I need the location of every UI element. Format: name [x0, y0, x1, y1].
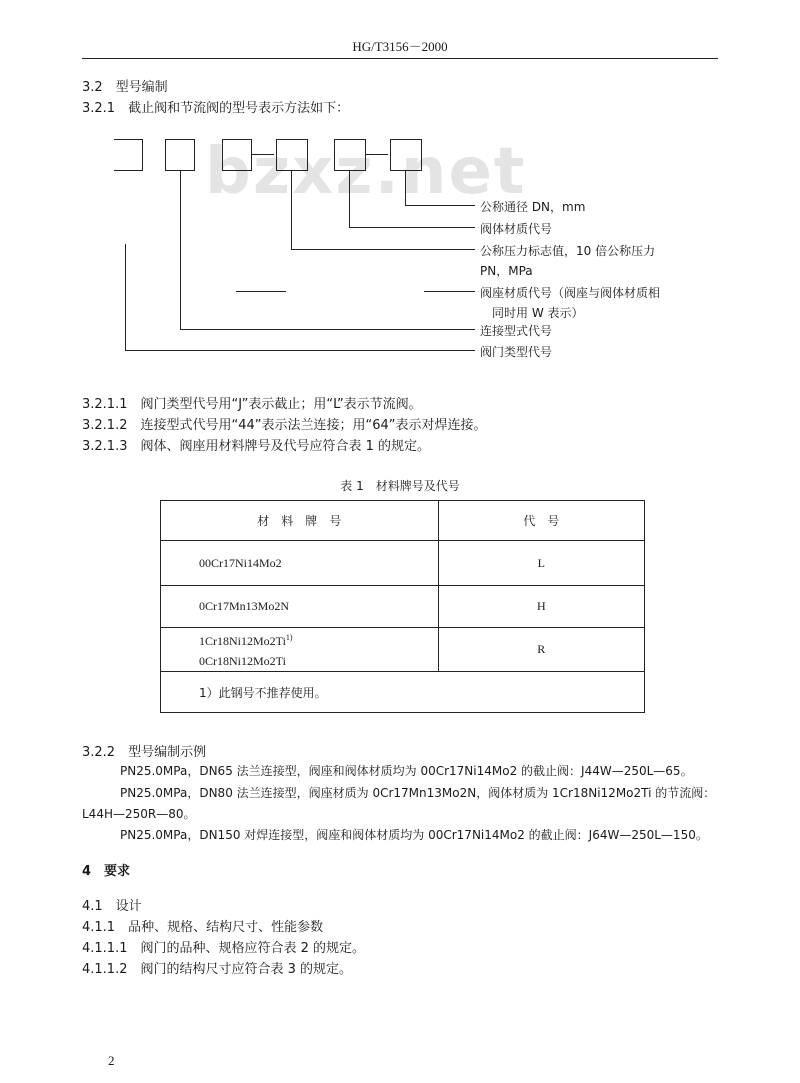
section-3-2-1-3-text: 3.2.1.3 阀体、阀座用材料牌号及代号应符合表 1 的规定。	[82, 439, 431, 454]
section-4-1-1-2-text: 4.1.1.2 阀门的结构尺寸应符合表 3 的规定。	[82, 962, 353, 977]
page-number: 2	[108, 1053, 115, 1068]
example-1: PN25.0MPa，DN65 法兰连接型，阀座和阀体材质均为 00Cr17Ni14Mo2 的截止阀：J44W—250L—65。	[120, 764, 693, 778]
code-cell: H	[438, 586, 644, 628]
section-4-1-1-text: 4.1.1 品种、规格、结构尺寸、性能参数	[82, 920, 324, 935]
example-3: PN25.0MPa，DN150 对焊连接型，阀座和阀体材质均为 00Cr17Ni14Mo2 的截止阀：J64W—250L—150。	[120, 828, 708, 842]
diagram-box-2	[165, 139, 195, 171]
label-seat-material-line1: 阀座材质代号（阀座与阀体材质相	[480, 286, 661, 300]
table-row	[161, 541, 645, 586]
table-row	[161, 628, 645, 672]
example-2-line2: L44H—250R—80。	[82, 807, 196, 821]
standard-code-header: HG/T3156－2000	[352, 39, 448, 54]
label-body-material: 阀体材质代号	[480, 222, 553, 236]
leader-body-material-h	[349, 227, 475, 228]
footnote-mark: 1)	[285, 633, 293, 642]
label-nominal-diameter: 公称通径 DN，mm	[480, 200, 586, 214]
leader-connection-h	[180, 329, 475, 330]
materials-table	[160, 500, 645, 713]
code-cell: R	[438, 628, 644, 672]
section-3-2-2-heading: 3.2.2 型号编制示例	[82, 745, 207, 760]
leader-valve-type-v	[125, 244, 126, 350]
leader-pressure-v	[291, 171, 292, 249]
label-pressure-line1: 公称压力标志值，10 倍公称压力	[480, 244, 656, 258]
section-4-heading: 4 要求	[82, 864, 131, 879]
diagram-box-6	[390, 139, 422, 171]
material-name: 0Cr18Ni12Mo2Ti	[199, 654, 286, 668]
leader-connection-v	[180, 171, 181, 329]
table-row	[161, 586, 645, 628]
header-code: 代 号	[438, 501, 644, 541]
material-cell: 0Cr17Mn13Mo2N	[161, 586, 439, 628]
leader-seat-material-h2	[424, 291, 475, 292]
section-3-2-1-text: 3.2.1 截止阀和节流阀的型号表示方法如下：	[82, 101, 350, 116]
leader-nominal-diameter-v	[405, 171, 406, 205]
table-footnote: 1）此钢号不推荐使用。	[161, 672, 645, 713]
diagram-box-3	[222, 139, 252, 171]
table-footnote-row	[161, 672, 645, 713]
table-1-caption: 表 1 材料牌号及代号	[340, 479, 460, 493]
material-name: 1Cr18Ni12Mo2Ti	[199, 634, 286, 648]
header-rule	[82, 58, 718, 59]
leader-valve-type-h	[125, 350, 475, 351]
leader-seat-material-h1	[236, 291, 286, 292]
label-pressure-line2: PN，MPa	[480, 264, 533, 278]
label-connection: 连接型式代号	[480, 324, 553, 338]
label-seat-material-line2: 同时用 W 表示）	[492, 306, 584, 320]
section-3-2-heading: 3.2 型号编制	[82, 80, 168, 95]
material-cell	[161, 628, 439, 672]
table-header-row	[161, 501, 645, 541]
leader-body-material-v	[349, 171, 350, 227]
section-4-1-heading: 4.1 设计	[82, 899, 142, 914]
section-3-2-1-2-text: 3.2.1.2 连接型式代号用“44”表示法兰连接；用“64”表示对焊连接。	[82, 418, 487, 433]
example-2-line1: PN25.0MPa，DN80 法兰连接型，阀座材质为 0Cr17Mn13Mo2N，阀体材质为 1Cr18Ni12Mo2Ti 的节流阀：	[120, 786, 716, 800]
leader-nominal-diameter-h	[405, 205, 475, 206]
diagram-box-4	[276, 139, 308, 171]
diagram-box-1	[114, 139, 143, 171]
diagram-dash-2	[366, 154, 388, 155]
section-3-2-1-1-text: 3.2.1.1 阀门类型代号用“J”表示截止；用“L”表示节流阀。	[82, 397, 422, 412]
label-valve-type: 阀门类型代号	[480, 345, 553, 359]
watermark: bzxz.net	[205, 135, 527, 209]
leader-pressure-h	[291, 249, 475, 250]
code-cell: L	[438, 541, 644, 586]
material-cell: 00Cr17Ni14Mo2	[161, 541, 439, 586]
diagram-dash-1	[252, 154, 274, 155]
header-material-grade: 材 料 牌 号	[161, 501, 439, 541]
diagram-box-5	[334, 139, 366, 171]
section-4-1-1-1-text: 4.1.1.1 阀门的品种、规格应符合表 2 的规定。	[82, 941, 366, 956]
